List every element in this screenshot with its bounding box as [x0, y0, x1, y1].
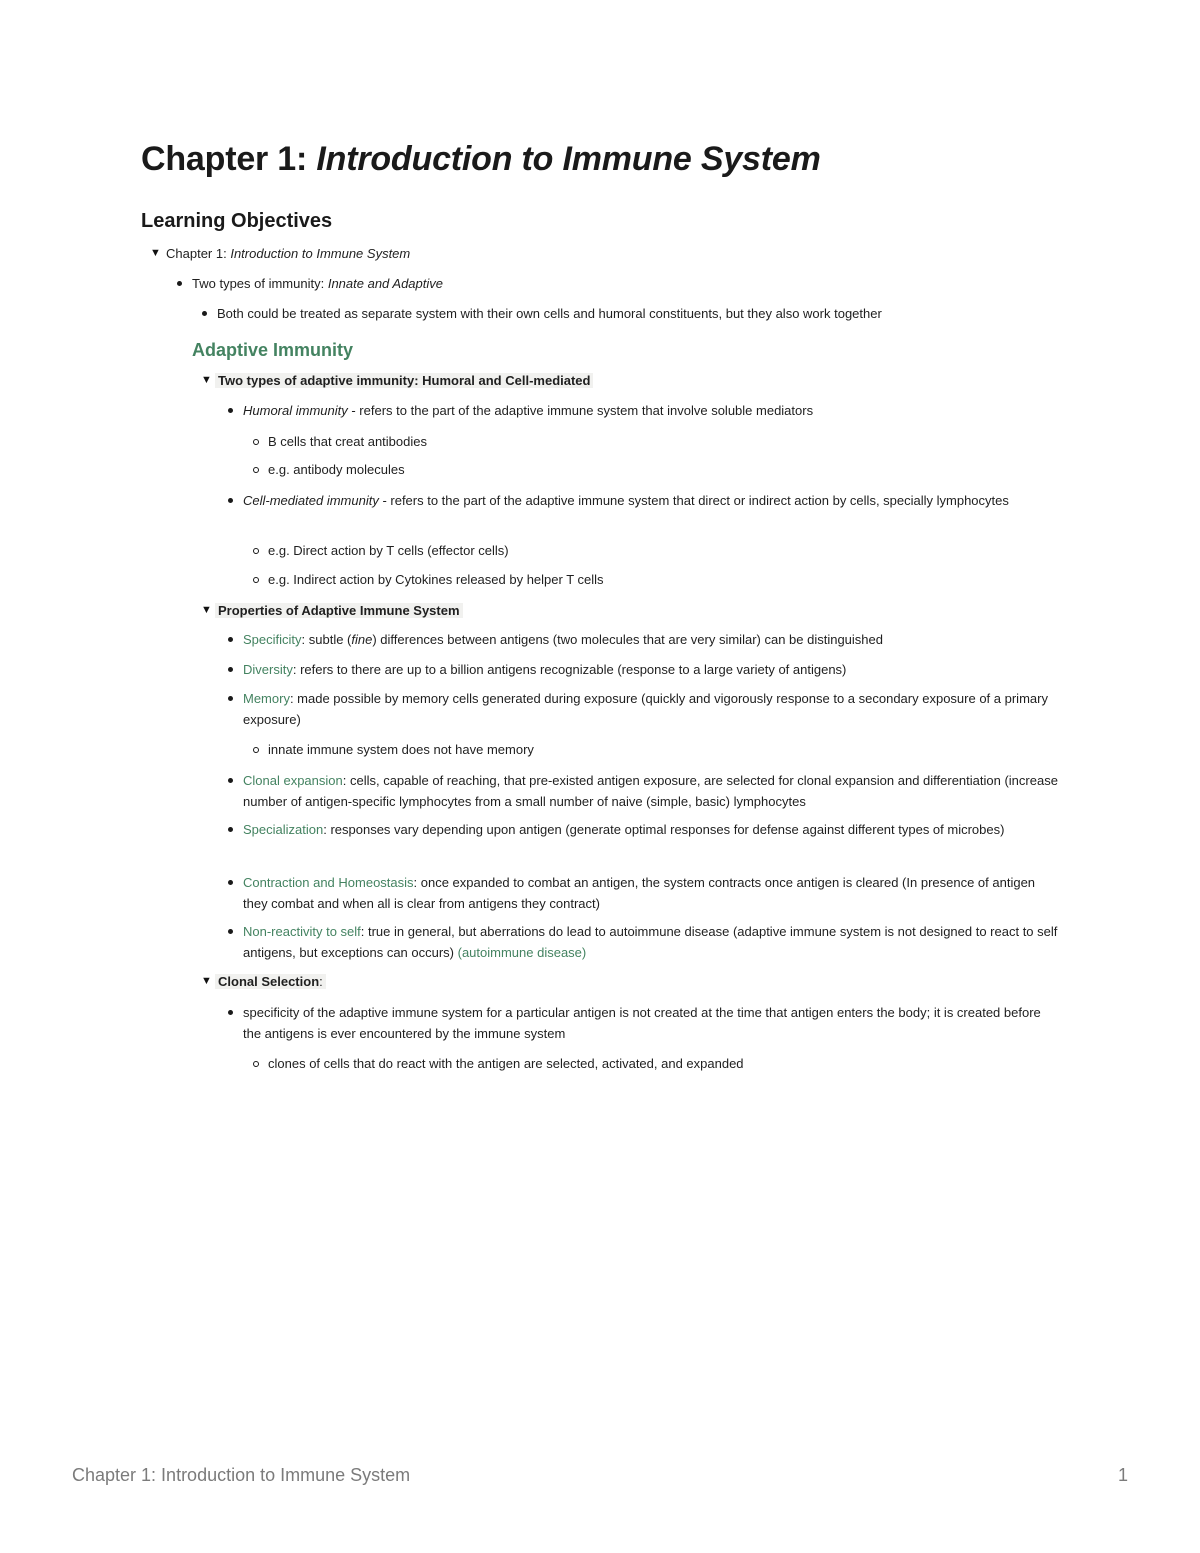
- bullet-icon: [228, 637, 233, 642]
- list-item-specialization: Specialization: responses vary depending upon antigen (generate optimal responses for defense against different types of microbes): [243, 822, 1005, 837]
- bullet-icon: [228, 498, 233, 503]
- bullet-icon: [228, 408, 233, 413]
- toggle-arrow-icon[interactable]: ▼: [201, 604, 212, 616]
- list-item-diversity: Diversity: refers to there are up to a billion antigens recognizable (response to a large variety of antigens): [243, 662, 847, 677]
- bullet-icon: [228, 1010, 233, 1015]
- list-item-b-cells: B cells that creat antibodies: [268, 434, 427, 449]
- sub-bullet-icon: [253, 439, 259, 445]
- list-item-non-reactivity: Non-reactivity to self: true in general, but aberrations do lead to autoimmune disease (adaptive immune system is not designed to react to self antigens, but exceptions can occurs) (autoimmune disease): [243, 924, 1058, 960]
- list-item-humoral: Humoral immunity - refers to the part of the adaptive immune system that involve soluble mediators: [243, 403, 814, 418]
- list-item-indirect-action: e.g. Indirect action by Cytokines released by helper T cells: [268, 572, 604, 587]
- toggle-arrow-icon[interactable]: ▼: [150, 247, 161, 259]
- bullet-icon: [228, 696, 233, 701]
- list-item-memory: Memory: made possible by memory cells generated during exposure (quickly and vigorously response to a secondary exposure of a primary exposure): [243, 691, 1048, 727]
- toggle-chapter-1[interactable]: Chapter 1: Introduction to Immune System: [166, 246, 411, 261]
- list-item-innate-no-memory: innate immune system does not have memory: [268, 742, 534, 757]
- footer-title: Chapter 1: Introduction to Immune System: [72, 1465, 411, 1485]
- page-title: Chapter 1: Introduction to Immune System: [141, 140, 821, 178]
- list-item-cell-mediated: Cell-mediated immunity - refers to the part of the adaptive immune system that direct or indirect action by cells, specially lymphocytes: [243, 493, 1009, 508]
- sub-bullet-icon: [253, 577, 259, 583]
- toggle-properties[interactable]: Properties of Adaptive Immune System: [215, 600, 463, 621]
- page-number: 1: [1118, 1465, 1129, 1485]
- toggle-two-types-adaptive[interactable]: Two types of adaptive immunity: Humoral and Cell-mediated: [215, 370, 593, 391]
- adaptive-immunity-heading: Adaptive Immunity: [192, 340, 354, 360]
- list-item-antibody-molecules: e.g. antibody molecules: [268, 462, 405, 477]
- learning-objectives-heading: Learning Objectives: [141, 210, 333, 232]
- bullet-icon: [228, 827, 233, 832]
- bullet-icon: [228, 667, 233, 672]
- sub-bullet-icon: [253, 548, 259, 554]
- sub-bullet-icon: [253, 1061, 259, 1067]
- bullet-icon: [177, 281, 182, 286]
- list-item-specificity: Specificity: subtle (fine) differences between antigens (two molecules that are very similar) can be distinguished: [243, 632, 883, 647]
- toggle-clonal-selection[interactable]: Clonal Selection:: [215, 971, 326, 992]
- bullet-icon: [228, 880, 233, 885]
- list-item-contraction: Contraction and Homeostasis: once expanded to combat an antigen, the system contracts once antigen is cleared (In presence of antigen they combat and when all is clear from antigens they contract): [243, 875, 1036, 911]
- bullet-icon: [202, 311, 207, 316]
- list-item-clones-selected: clones of cells that do react with the antigen are selected, activated, and expanded: [268, 1056, 744, 1071]
- sub-bullet-icon: [253, 467, 259, 473]
- bullet-icon: [228, 778, 233, 783]
- sub-bullet-icon: [253, 747, 259, 753]
- list-item-direct-action: e.g. Direct action by T cells (effector cells): [268, 543, 509, 558]
- toggle-arrow-icon[interactable]: ▼: [201, 374, 212, 386]
- toggle-arrow-icon[interactable]: ▼: [201, 975, 212, 987]
- list-item-clonal-selection: specificity of the adaptive immune system for a particular antigen is not created at the time that antigen enters the body; it is created before the antigens is ever encountered by the immune system: [243, 1005, 1041, 1041]
- list-item-both-treated: Both could be treated as separate system with their own cells and humoral constituents, but they also work together: [217, 306, 882, 321]
- list-item-types-of-immunity: Two types of immunity: Innate and Adaptive: [192, 276, 443, 291]
- bullet-icon: [228, 929, 233, 934]
- list-item-clonal-expansion: Clonal expansion: cells, capable of reaching, that pre-existed antigen exposure, are selected for clonal expansion and differentiation (increase number of antigen-specific lymphocytes from a small number of naive (simple, basic) lymphocytes: [243, 773, 1058, 809]
